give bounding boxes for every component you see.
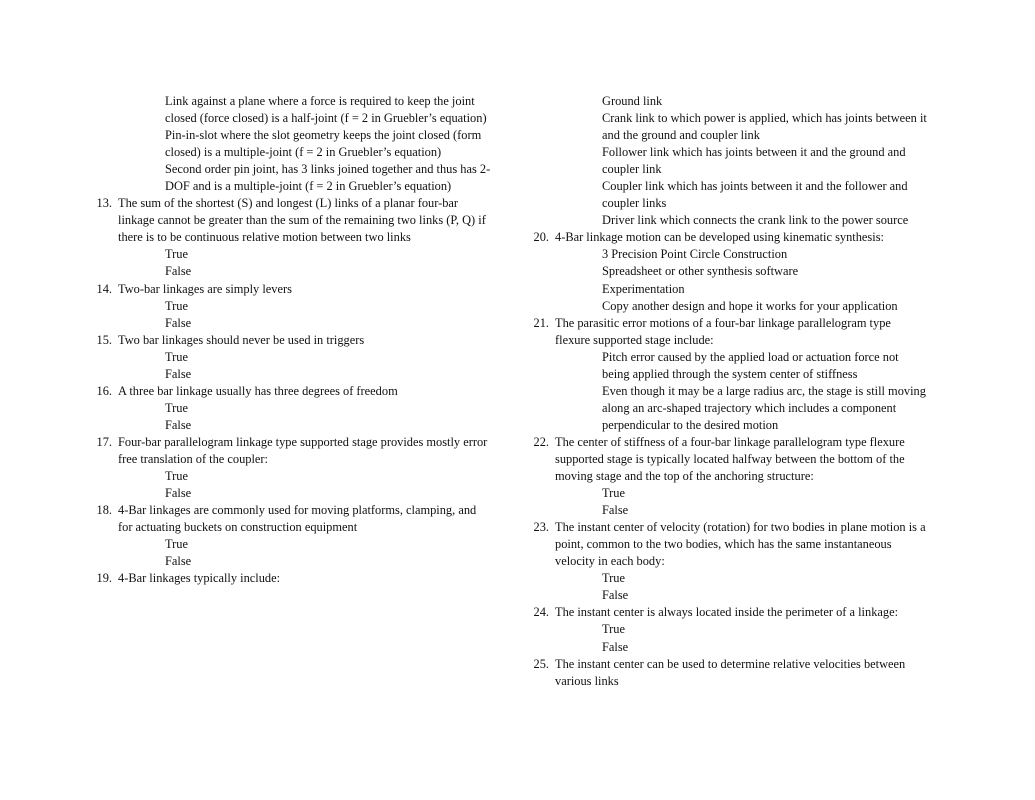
question-text: for actuating buckets on construction equipment [118, 520, 358, 535]
answer-option [527, 298, 957, 315]
option-text: False [165, 315, 192, 330]
question-text: Four-bar parallelogram linkage type supported stage provides mostly error [118, 434, 488, 449]
option-text: False [165, 417, 192, 432]
option-text: True [165, 247, 188, 262]
option-text: Even though it may be a large radius arc, the stage is still moving [602, 383, 926, 398]
question-text: flexure supported stage include: [555, 332, 714, 347]
answer-option [527, 502, 957, 519]
answer-option [90, 485, 520, 502]
question-line [527, 673, 957, 690]
answer-option [527, 400, 957, 417]
option-text: 3 Precision Point Circle Construction [602, 247, 788, 262]
question-line [527, 656, 957, 673]
option-text: Driver link which connects the crank link to the power source [602, 213, 909, 228]
question-number: 20. [533, 230, 549, 245]
question-text: The instant center is always located inside the perimeter of a linkage: [555, 605, 899, 620]
option-text: True [165, 537, 188, 552]
answer-option [90, 110, 520, 127]
question-text: 4-Bar linkages typically include: [118, 571, 281, 586]
question-number: 25. [533, 656, 549, 671]
question-line [90, 332, 520, 349]
answer-option [90, 315, 520, 332]
answer-option [90, 144, 520, 161]
question-line [527, 519, 957, 536]
answer-option [90, 161, 520, 178]
answer-option [527, 281, 957, 298]
answer-option [527, 366, 957, 383]
option-text: True [602, 622, 625, 637]
question-text: A three bar linkage usually has three degrees of freedom [118, 383, 398, 398]
option-text: Crank link to which power is applied, which has joints between it [602, 111, 927, 126]
answer-option [527, 212, 957, 229]
option-text: Pitch error caused by the applied load or actuation force not [602, 349, 899, 364]
answer-option [90, 93, 520, 110]
question-number: 16. [96, 383, 112, 398]
option-text: False [602, 503, 629, 518]
question-number: 24. [533, 605, 549, 620]
answer-option [527, 110, 957, 127]
question-text: The instant center of velocity (rotation) for two bodies in plane motion is a [555, 520, 926, 535]
option-text: Coupler link which has joints between it and the follower and [602, 179, 908, 194]
option-text: True [165, 298, 188, 313]
question-line [527, 332, 957, 349]
answer-option [527, 195, 957, 212]
question-line [527, 604, 957, 621]
question-text: The sum of the shortest (S) and longest (L) links of a planar four-bar [118, 196, 459, 211]
answer-option [527, 349, 957, 366]
option-text: True [602, 571, 625, 586]
option-text: Link against a plane where a force is required to keep the joint [165, 94, 475, 108]
question-text: point, common to the two bodies, which has the same instantaneous [555, 537, 892, 552]
question-line [90, 212, 520, 229]
question-line [90, 195, 520, 212]
answer-option [90, 417, 520, 434]
question-number: 18. [96, 503, 112, 518]
question-text: Two bar linkages should never be used in triggers [118, 332, 365, 347]
question-number: 22. [533, 434, 549, 449]
answer-option [527, 383, 957, 400]
option-text: Ground link [602, 94, 663, 108]
right-column [527, 93, 957, 690]
question-text: 4-Bar linkage motion can be developed using kinematic synthesis: [555, 230, 884, 245]
option-text: closed) is a multiple-joint (f = 2 in Gruebler’s equation) [165, 145, 442, 160]
answer-option [527, 639, 957, 656]
answer-option [90, 553, 520, 570]
answer-option [527, 246, 957, 263]
option-text: False [165, 486, 192, 501]
question-line [90, 383, 520, 400]
question-line [527, 451, 957, 468]
answer-option [527, 178, 957, 195]
option-text: Follower link which has joints between it and the ground and [602, 145, 906, 160]
option-text: False [602, 639, 629, 654]
left-column [90, 93, 520, 587]
answer-option [90, 178, 520, 195]
question-line [527, 536, 957, 553]
option-text: True [602, 486, 625, 501]
answer-option [527, 161, 957, 178]
question-line [527, 434, 957, 451]
option-text: Experimentation [602, 281, 685, 296]
answer-option [527, 485, 957, 502]
question-line [90, 281, 520, 298]
answer-option [90, 298, 520, 315]
answer-option [527, 621, 957, 638]
answer-option [527, 144, 957, 161]
answer-option [527, 127, 957, 144]
question-line [90, 570, 520, 587]
question-line [90, 451, 520, 468]
answer-option [527, 93, 957, 110]
question-number: 15. [96, 332, 112, 347]
option-text: False [602, 588, 629, 603]
question-text: The center of stiffness of a four-bar linkage parallelogram type flexure [555, 434, 905, 449]
question-text: free translation of the coupler: [118, 451, 269, 466]
option-text: coupler links [602, 196, 667, 211]
question-text: moving stage and the top of the anchoring structure: [555, 469, 814, 484]
question-number: 23. [533, 520, 549, 535]
question-number: 14. [96, 281, 112, 296]
question-text: supported stage is typically located halfway between the bottom of the [555, 451, 905, 466]
option-text: closed (force closed) is a half-joint (f = 2 in Gruebler’s equation) [165, 111, 487, 126]
option-text: False [165, 264, 192, 279]
answer-option [90, 263, 520, 280]
question-line [527, 553, 957, 570]
question-number: 17. [96, 434, 112, 449]
question-line [90, 519, 520, 536]
question-line [527, 229, 957, 246]
answer-option [527, 263, 957, 280]
question-text: there is to be continuous relative motion between two links [118, 230, 411, 245]
answer-option [90, 400, 520, 417]
question-text: linkage cannot be greater than the sum of the remaining two links (P, Q) if [118, 213, 486, 228]
option-text: along an arc-shaped trajectory which includes a component [602, 400, 897, 415]
question-line [90, 502, 520, 519]
answer-option [527, 587, 957, 604]
question-line [527, 468, 957, 485]
answer-option [90, 536, 520, 553]
option-text: True [165, 469, 188, 484]
answer-option [90, 246, 520, 263]
answer-option [527, 417, 957, 434]
option-text: coupler link [602, 162, 662, 177]
question-line [90, 434, 520, 451]
option-text: DOF and is a multiple-joint (f = 2 in Gruebler’s equation) [165, 179, 452, 194]
option-text: True [165, 349, 188, 364]
answer-option [90, 127, 520, 144]
question-text: 4-Bar linkages are commonly used for moving platforms, clamping, and [118, 503, 477, 518]
option-text: True [165, 400, 188, 415]
question-text: various links [555, 673, 619, 688]
question-text: The parasitic error motions of a four-bar linkage parallelogram type [555, 315, 891, 330]
question-text: Two-bar linkages are simply levers [118, 281, 292, 296]
option-text: Spreadsheet or other synthesis software [602, 264, 799, 279]
option-text: Second order pin joint, has 3 links joined together and thus has 2- [165, 162, 491, 177]
answer-option [90, 349, 520, 366]
answer-option [527, 570, 957, 587]
option-text: Copy another design and hope it works for your application [602, 298, 898, 313]
question-text: velocity in each body: [555, 554, 665, 569]
option-text: Pin-in-slot where the slot geometry keeps the joint closed (form [165, 128, 482, 143]
option-text: False [165, 554, 192, 569]
option-text: being applied through the system center of stiffness [602, 366, 858, 381]
answer-option [90, 366, 520, 383]
question-line [527, 315, 957, 332]
question-number: 13. [96, 196, 112, 211]
option-text: False [165, 366, 192, 381]
answer-option [90, 468, 520, 485]
question-number: 21. [533, 315, 549, 330]
question-number: 19. [96, 571, 112, 586]
option-text: perpendicular to the desired motion [602, 417, 779, 432]
question-text: The instant center can be used to determine relative velocities between [555, 656, 906, 671]
option-text: and the ground and coupler link [602, 128, 760, 143]
question-line [90, 229, 520, 246]
